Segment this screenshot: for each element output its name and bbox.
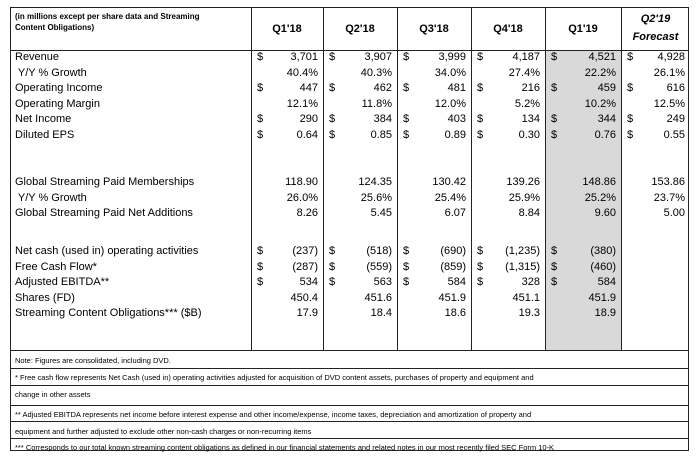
table-cell: 3,999 bbox=[438, 51, 466, 63]
table-cell: 27.4% bbox=[508, 66, 540, 79]
currency-symbol: $ bbox=[403, 260, 410, 273]
table-cell: 0.55 bbox=[663, 128, 685, 141]
row-label: Revenue bbox=[15, 51, 60, 63]
table-cell: 0.89 bbox=[444, 128, 466, 141]
table-cell: 384 bbox=[373, 113, 392, 125]
currency-symbol: $ bbox=[403, 82, 410, 94]
table-cell: 290 bbox=[299, 113, 318, 125]
grid-line bbox=[11, 421, 688, 422]
table-cell: 451.6 bbox=[364, 291, 392, 304]
table-cell: 40.3% bbox=[360, 66, 392, 79]
table-cell: (460) bbox=[590, 260, 616, 273]
column-header-q2-19: Q2'19 bbox=[640, 13, 671, 25]
table-cell: 447 bbox=[299, 82, 318, 94]
table-cell: (380) bbox=[590, 245, 616, 257]
table-cell: 616 bbox=[666, 82, 685, 94]
row-label: Net cash (used in) operating activities bbox=[15, 245, 199, 257]
table-cell: 34.0% bbox=[434, 66, 466, 79]
currency-symbol: $ bbox=[403, 245, 410, 257]
table-cell: (1,235) bbox=[505, 245, 540, 257]
table-cell: 3,907 bbox=[364, 51, 392, 63]
currency-symbol: $ bbox=[477, 245, 484, 257]
table-cell: 153.86 bbox=[651, 176, 685, 188]
table-cell: 9.60 bbox=[594, 207, 616, 219]
table-cell: 40.4% bbox=[286, 66, 318, 79]
table-cell: 25.2% bbox=[584, 191, 616, 204]
table-cell: 25.4% bbox=[434, 191, 466, 204]
table-cell: 459 bbox=[597, 82, 616, 94]
table-cell: 328 bbox=[521, 276, 540, 288]
table-cell: 17.9 bbox=[296, 307, 318, 319]
table-cell: (1,315) bbox=[505, 260, 540, 273]
table-cell: (559) bbox=[366, 260, 392, 273]
column-header-q1-18: Q1'18 bbox=[272, 23, 302, 35]
footnote-line: *** Corresponds to our total known streaming content obligations as defined in our financial statements and related notes in our most recently filed SEC Form 10-K bbox=[15, 443, 555, 452]
currency-symbol: $ bbox=[477, 82, 484, 94]
currency-symbol: $ bbox=[329, 245, 336, 257]
table-cell: (859) bbox=[440, 260, 466, 273]
row-label: Y/Y % Growth bbox=[15, 66, 87, 79]
table-cell: 22.2% bbox=[584, 66, 616, 79]
table-cell: 139.26 bbox=[506, 176, 540, 188]
table-cell: 10.2% bbox=[584, 97, 616, 110]
row-label: Shares (FD) bbox=[15, 291, 75, 304]
footnote-line: equipment and further adjusted to exclude other non-cash charges or non-recurring items bbox=[15, 427, 312, 436]
table-cell: (690) bbox=[440, 245, 466, 257]
currency-symbol: $ bbox=[551, 128, 558, 141]
table-cell: 18.6 bbox=[444, 307, 466, 319]
table-cell: 451.9 bbox=[588, 291, 616, 304]
table-cell: 0.64 bbox=[296, 128, 318, 141]
footnote-line: Note: Figures are consolidated, including DVD. bbox=[15, 356, 171, 365]
currency-symbol: $ bbox=[551, 276, 558, 288]
currency-symbol: $ bbox=[477, 51, 484, 63]
table-cell: 12.1% bbox=[286, 97, 318, 110]
table-cell: 563 bbox=[373, 276, 392, 288]
table-cell: 4,928 bbox=[657, 51, 685, 63]
currency-symbol: $ bbox=[329, 260, 336, 273]
table-cell: 23.7% bbox=[653, 191, 685, 204]
currency-symbol: $ bbox=[627, 113, 634, 125]
table-cell: (518) bbox=[366, 245, 392, 257]
currency-symbol: $ bbox=[627, 128, 634, 141]
table-cell: 26.1% bbox=[653, 66, 685, 79]
column-header-q1-19: Q1'19 bbox=[568, 23, 598, 35]
table-cell: 130.42 bbox=[432, 176, 466, 188]
table-cell: 534 bbox=[299, 276, 318, 288]
column-header-q2-18: Q2'18 bbox=[345, 23, 375, 35]
currency-symbol: $ bbox=[403, 128, 410, 141]
column-header-q3-18: Q3'18 bbox=[419, 23, 449, 35]
table-cell: 124.35 bbox=[358, 176, 392, 188]
financial-summary-table bbox=[10, 7, 689, 451]
currency-symbol: $ bbox=[257, 260, 264, 273]
currency-symbol: $ bbox=[257, 82, 264, 94]
grid-line bbox=[251, 8, 252, 350]
table-cell: 8.26 bbox=[296, 207, 318, 219]
grid-line bbox=[545, 8, 546, 350]
currency-symbol: $ bbox=[627, 82, 634, 94]
table-cell: 5.45 bbox=[370, 207, 392, 219]
currency-symbol: $ bbox=[551, 113, 558, 125]
row-label: Global Streaming Paid Memberships bbox=[15, 176, 195, 188]
currency-symbol: $ bbox=[403, 51, 410, 63]
row-label: Global Streaming Paid Net Additions bbox=[15, 207, 193, 219]
footnote-line: change in other assets bbox=[15, 390, 91, 399]
grid-line bbox=[11, 385, 688, 386]
row-label: Diluted EPS bbox=[15, 128, 75, 141]
table-cell: 450.4 bbox=[290, 291, 318, 304]
currency-symbol: $ bbox=[627, 51, 634, 63]
table-cell: 18.9 bbox=[594, 307, 616, 319]
currency-symbol: $ bbox=[477, 276, 484, 288]
grid-line bbox=[11, 405, 688, 406]
grid-line bbox=[11, 438, 688, 439]
table-cell: 25.6% bbox=[360, 191, 392, 204]
row-label: Streaming Content Obligations*** ($B) bbox=[15, 307, 202, 319]
row-label: Free Cash Flow* bbox=[15, 260, 97, 273]
currency-symbol: $ bbox=[551, 245, 558, 257]
grid-line bbox=[471, 8, 472, 350]
table-cell: 26.0% bbox=[286, 191, 318, 204]
currency-symbol: $ bbox=[329, 82, 336, 94]
table-cell: 5.00 bbox=[663, 207, 685, 219]
table-cell: 451.9 bbox=[438, 291, 466, 304]
row-label: Adjusted EBITDA** bbox=[15, 276, 110, 288]
forecast-label: Forecast bbox=[632, 31, 679, 43]
currency-symbol: $ bbox=[477, 113, 484, 125]
row-label: Operating Margin bbox=[15, 97, 100, 110]
table-cell: 451.1 bbox=[512, 291, 540, 304]
table-cell: 134 bbox=[521, 113, 540, 125]
table-cell: 216 bbox=[521, 82, 540, 94]
currency-symbol: $ bbox=[551, 51, 558, 63]
table-cell: (287) bbox=[292, 260, 318, 273]
currency-symbol: $ bbox=[329, 51, 336, 63]
currency-symbol: $ bbox=[257, 113, 264, 125]
grid-line bbox=[397, 8, 398, 350]
currency-symbol: $ bbox=[403, 113, 410, 125]
table-cell: 584 bbox=[597, 276, 616, 288]
currency-symbol: $ bbox=[329, 276, 336, 288]
grid-line bbox=[11, 350, 688, 351]
currency-symbol: $ bbox=[257, 51, 264, 63]
grid-line bbox=[11, 50, 688, 51]
table-cell: 11.8% bbox=[361, 97, 392, 110]
currency-symbol: $ bbox=[477, 260, 484, 273]
table-cell: 12.5% bbox=[653, 97, 685, 110]
grid-line bbox=[621, 8, 622, 350]
row-label: Y/Y % Growth bbox=[15, 191, 87, 204]
table-cell: 481 bbox=[447, 82, 466, 94]
currency-symbol: $ bbox=[329, 128, 336, 141]
table-cell: 584 bbox=[447, 276, 466, 288]
table-cell: 25.9% bbox=[508, 191, 540, 204]
currency-symbol: $ bbox=[551, 260, 558, 273]
currency-symbol: $ bbox=[477, 128, 484, 141]
table-cell: 118.90 bbox=[285, 176, 318, 188]
table-cell: 0.76 bbox=[594, 128, 616, 141]
footnote-line: * Free cash flow represents Net Cash (used in) operating activities adjusted for acquisition of DVD content assets, purchases of property and equipment and bbox=[15, 373, 534, 382]
table-cell: 4,521 bbox=[588, 51, 616, 63]
column-header-q4-18: Q4'18 bbox=[493, 23, 523, 35]
table-cell: 148.86 bbox=[582, 176, 616, 188]
row-label: Operating Income bbox=[15, 82, 103, 94]
currency-symbol: $ bbox=[257, 276, 264, 288]
table-cell: 19.3 bbox=[518, 307, 540, 319]
table-cell: 0.30 bbox=[518, 128, 540, 141]
currency-symbol: $ bbox=[329, 113, 336, 125]
table-cell: 4,187 bbox=[512, 51, 540, 63]
table-cell: 403 bbox=[447, 113, 466, 125]
table-cell: 344 bbox=[597, 113, 616, 125]
table-cell: 3,701 bbox=[290, 51, 318, 63]
units-note: (in millions except per share data and Streaming Content Obligations) bbox=[15, 12, 200, 32]
table-cell: 18.4 bbox=[370, 307, 392, 319]
table-cell: 462 bbox=[373, 82, 392, 94]
table-cell: 8.84 bbox=[518, 207, 540, 219]
table-cell: 6.07 bbox=[444, 207, 466, 219]
table-cell: 5.2% bbox=[514, 97, 540, 110]
table-cell: 12.0% bbox=[434, 97, 466, 110]
currency-symbol: $ bbox=[257, 128, 264, 141]
footnote-line: ** Adjusted EBITDA represents net income before interest expense and other income/expense, income taxes, depreciation and amortization of property and bbox=[15, 410, 532, 419]
currency-symbol: $ bbox=[551, 82, 558, 94]
table-cell: 249 bbox=[666, 113, 685, 125]
row-label: Net Income bbox=[15, 113, 72, 125]
grid-line bbox=[11, 368, 688, 369]
table-cell: 0.85 bbox=[370, 128, 392, 141]
currency-symbol: $ bbox=[403, 276, 410, 288]
currency-symbol: $ bbox=[257, 245, 264, 257]
table-cell: (237) bbox=[292, 245, 318, 257]
grid-line bbox=[323, 8, 324, 350]
